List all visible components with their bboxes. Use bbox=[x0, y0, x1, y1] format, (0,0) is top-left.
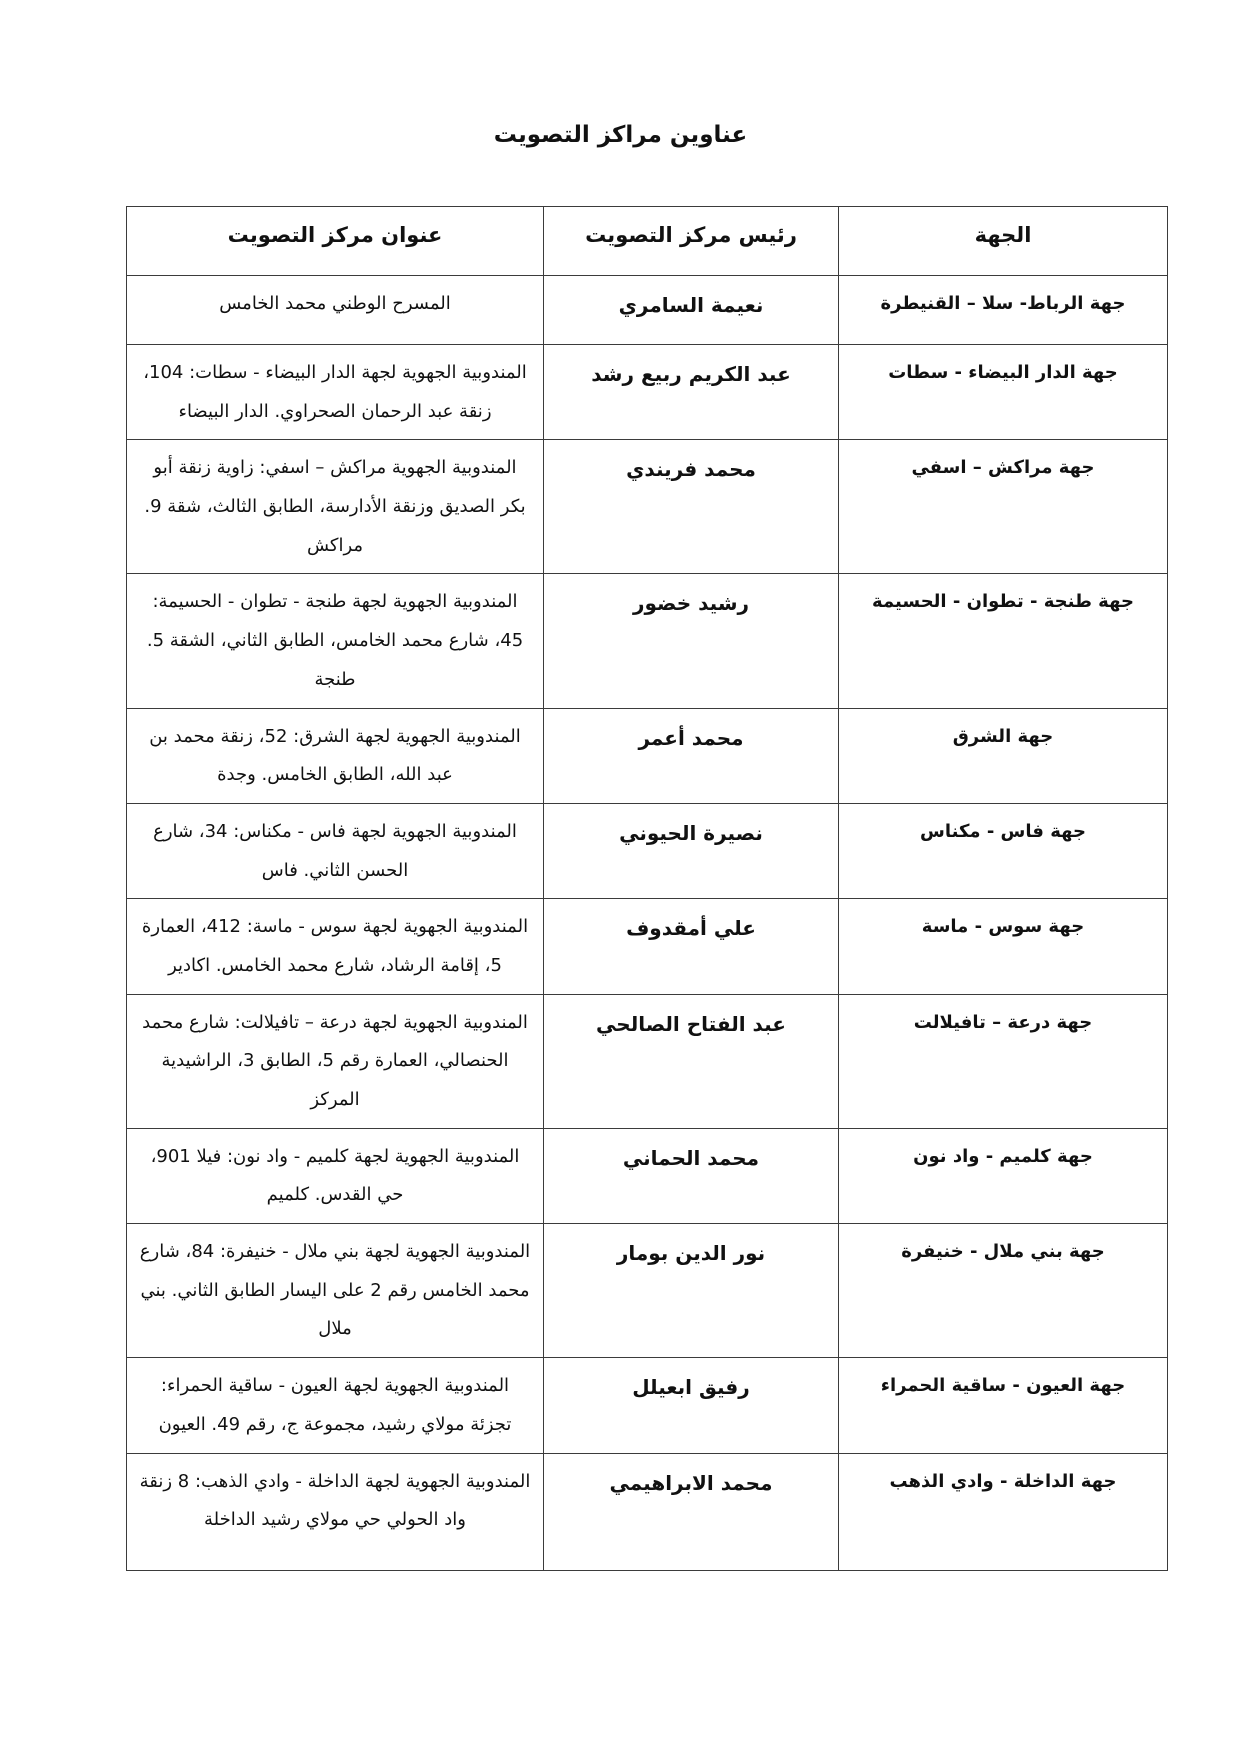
cell-president: محمد فريندي bbox=[544, 440, 839, 574]
header-row bbox=[127, 207, 1168, 276]
table-row bbox=[127, 1358, 1168, 1453]
table-row bbox=[127, 899, 1168, 994]
cell-region: جهة مراكش – اسفي bbox=[839, 440, 1168, 574]
table-row bbox=[127, 574, 1168, 708]
cell-region: جهة سوس - ماسة bbox=[839, 899, 1168, 994]
cell-region: جهة الشرق bbox=[839, 708, 1168, 803]
table-row bbox=[127, 803, 1168, 898]
cell-president: عبد الكريم ربيع رشد bbox=[544, 345, 839, 440]
cell-address: المندوبية الجهوية لجهة بني ملال - خنيفرة: 84، شارع محمد الخامس رقم 2 على اليسار الطابق الثاني. بني ملال bbox=[127, 1224, 544, 1358]
table-header bbox=[127, 207, 1168, 276]
table-row bbox=[127, 1128, 1168, 1223]
voting-centers-table bbox=[126, 206, 1168, 1571]
cell-address: المسرح الوطني محمد الخامس bbox=[127, 276, 544, 345]
cell-president: محمد الابراهيمي bbox=[544, 1453, 839, 1570]
cell-address: المندوبية الجهوية لجهة الشرق: 52، زنقة محمد بن عبد الله، الطابق الخامس. وجدة bbox=[127, 708, 544, 803]
header-cell-president: رئيس مركز التصويت bbox=[544, 207, 839, 276]
cell-address: المندوبية الجهوية لجهة العيون - ساقية الحمراء: تجزئة مولاي رشيد، مجموعة ج، رقم 49. العيون bbox=[127, 1358, 544, 1453]
cell-address: المندوبية الجهوية لجهة طنجة - تطوان - الحسيمة: 45، شارع محمد الخامس، الطابق الثاني، الشقة 5. طنجة bbox=[127, 574, 544, 708]
cell-address: المندوبية الجهوية لجهة درعة – تافيلالت: شارع محمد الحنصالي، العمارة رقم 5، الطابق 3، الراشيدية المركز bbox=[127, 994, 544, 1128]
cell-region: جهة طنجة - تطوان - الحسيمة bbox=[839, 574, 1168, 708]
table-row bbox=[127, 345, 1168, 440]
table-row bbox=[127, 1453, 1168, 1570]
table-row bbox=[127, 708, 1168, 803]
cell-president: علي أمقدوف bbox=[544, 899, 839, 994]
cell-address: المندوبية الجهوية لجهة الدار البيضاء - سطات: 104، زنقة عبد الرحمان الصحراوي. الدار البيضاء bbox=[127, 345, 544, 440]
cell-region: جهة درعة – تافيلالت bbox=[839, 994, 1168, 1128]
cell-president: نعيمة السامري bbox=[544, 276, 839, 345]
cell-president: نور الدين بومار bbox=[544, 1224, 839, 1358]
table-row bbox=[127, 440, 1168, 574]
cell-address: المندوبية الجهوية لجهة الداخلة - وادي الذهب: 8 زنقة واد الحولي حي مولاي رشيد الداخلة bbox=[127, 1453, 544, 1570]
cell-president: نصيرة الحيوني bbox=[544, 803, 839, 898]
table-body bbox=[127, 276, 1168, 1571]
cell-president: محمد أعمر bbox=[544, 708, 839, 803]
cell-region: جهة الرباط- سلا – القنيطرة bbox=[839, 276, 1168, 345]
cell-address: المندوبية الجهوية لجهة كلميم - واد نون: فيلا 901، حي القدس. كلميم bbox=[127, 1128, 544, 1223]
cell-region: جهة العيون - ساقية الحمراء bbox=[839, 1358, 1168, 1453]
cell-region: جهة الداخلة - وادي الذهب bbox=[839, 1453, 1168, 1570]
cell-president: رشيد خضور bbox=[544, 574, 839, 708]
header-cell-region: الجهة bbox=[839, 207, 1168, 276]
cell-region: جهة كلميم - واد نون bbox=[839, 1128, 1168, 1223]
cell-region: جهة فاس - مكناس bbox=[839, 803, 1168, 898]
header-cell-address: عنوان مركز التصويت bbox=[127, 207, 544, 276]
cell-address: المندوبية الجهوية لجهة فاس - مكناس: 34، شارع الحسن الثاني. فاس bbox=[127, 803, 544, 898]
cell-president: محمد الحماني bbox=[544, 1128, 839, 1223]
cell-address: المندوبية الجهوية لجهة سوس - ماسة: 412، العمارة 5، إقامة الرشاد، شارع محمد الخامس. اكادير bbox=[127, 899, 544, 994]
cell-president: عبد الفتاح الصالحي bbox=[544, 994, 839, 1128]
cell-region: جهة بني ملال - خنيفرة bbox=[839, 1224, 1168, 1358]
page-title: عناوين مراكز التصويت bbox=[493, 122, 748, 148]
cell-president: رفيق ابعيلل bbox=[544, 1358, 839, 1453]
cell-address: المندوبية الجهوية مراكش – اسفي: زاوية زنقة أبو بكر الصديق وزنقة الأدارسة، الطابق الثالث، شقة 9. مراكش bbox=[127, 440, 544, 574]
table-row bbox=[127, 1224, 1168, 1358]
cell-region: جهة الدار البيضاء - سطات bbox=[839, 345, 1168, 440]
table-row bbox=[127, 276, 1168, 345]
table-row bbox=[127, 994, 1168, 1128]
